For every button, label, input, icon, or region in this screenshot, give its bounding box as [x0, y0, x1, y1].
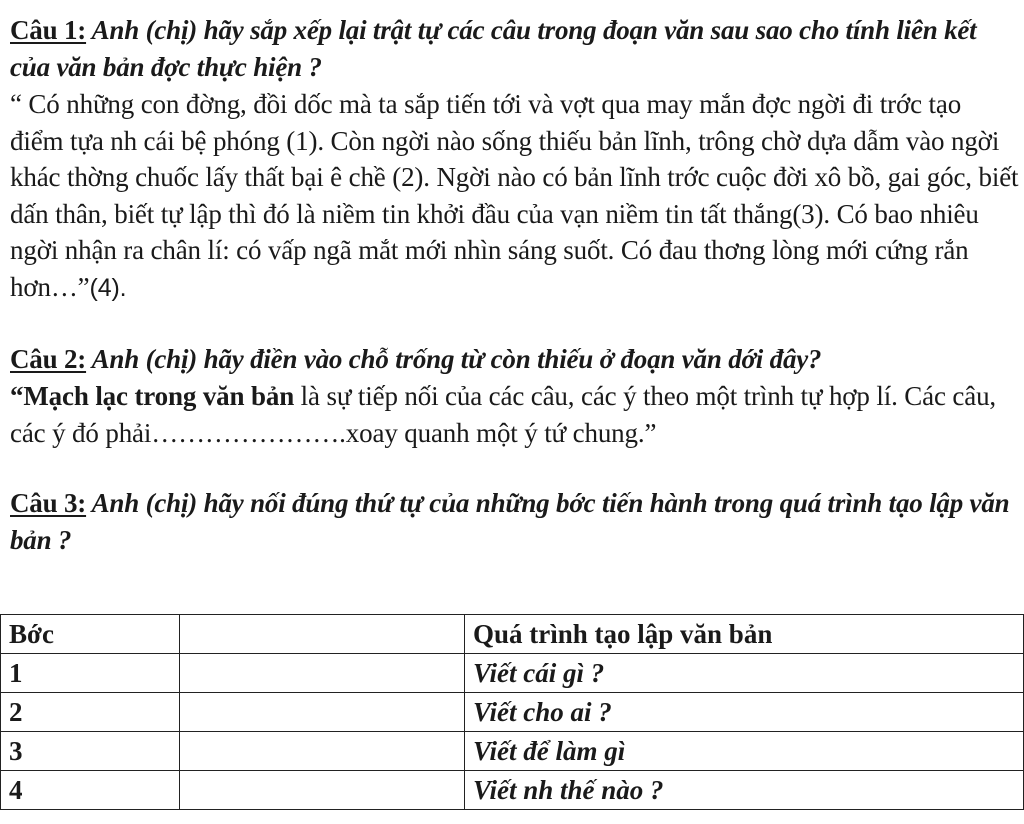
question-2-heading — [10, 341, 1020, 378]
question-2-passage-text: là sự tiếp nối của các câu, các ý theo một trình tự hợp lí. Các câu, các ý đó phải………………….xoay quanh một ý tứ chung.” — [10, 381, 997, 448]
question-2-bold-lead: “Mạch lạc trong văn bản — [10, 381, 295, 411]
question-2-passage — [10, 378, 1020, 451]
step-number: 2 — [1, 693, 180, 732]
question-1-label: Câu 1: — [10, 15, 87, 45]
table-row — [1, 654, 1024, 693]
question-1-passage — [10, 86, 1020, 306]
step-number: 4 — [1, 771, 180, 810]
question-1-passage-text: “ Có những con đờng, đồi dốc mà ta sắp tiến tới và vợt qua may mắn đợc ngời đi trớc tạo điểm tựa nh cái bệ phóng (1). Còn ngời nào sống thiếu bản lĩnh, trông chờ dựa dẫm vào ngời khác thờng chuốc lấy thất bại ê chề (2). Ngời nào có bản lĩnh trớc cuộc đời xô bồ, gai góc, biết dấn thân, biết tự lập thì đó là niềm tin khởi đầu của vạn niềm tin tất thắng(3). Có bao nhiêu ngời nhận ra chân lí: có vấp ngã mắt mới nhìn sáng suốt. Có đau thơng lòng mới cứng rắn hơn…” — [10, 89, 1019, 302]
section-spacer — [10, 451, 1020, 485]
question-1-passage-tail: (4). — [89, 273, 127, 302]
matching-gap — [180, 771, 465, 810]
process-step: Viết nh thế nào ? — [465, 771, 1024, 810]
matching-gap — [180, 654, 465, 693]
question-1-heading — [10, 12, 1020, 86]
matching-gap — [180, 732, 465, 771]
table-row — [1, 771, 1024, 810]
question-2-label: Câu 2: — [10, 344, 87, 374]
question-3-heading — [10, 485, 1020, 559]
step-number: 3 — [1, 732, 180, 771]
exercise-document — [10, 12, 1020, 559]
process-step: Viết cái gì ? — [465, 654, 1024, 693]
question-3-label: Câu 3: — [10, 488, 87, 518]
process-step: Viết cho ai ? — [465, 693, 1024, 732]
process-step: Viết để làm gì — [465, 732, 1024, 771]
section-spacer — [10, 306, 1020, 341]
matching-table — [0, 614, 1024, 810]
step-number: 1 — [1, 654, 180, 693]
table-header-row — [1, 615, 1024, 654]
question-3-prompt: Anh (chị) hãy nối đúng thứ tự của những bớc tiến hành trong quá trình tạo lập văn bản ? — [10, 488, 1010, 555]
question-1-prompt: Anh (chị) hãy sắp xếp lại trật tự các câu trong đoạn văn sau sao cho tính liên kết của văn bản đợc thực hiện ? — [10, 15, 977, 82]
matching-gap — [180, 693, 465, 732]
matching-gap-header — [180, 615, 465, 654]
header-process: Quá trình tạo lập văn bản — [465, 615, 1024, 654]
table-row — [1, 693, 1024, 732]
table-row — [1, 732, 1024, 771]
question-2-prompt: Anh (chị) hãy điền vào chỗ trống từ còn thiếu ở đoạn văn dới đây? — [86, 344, 822, 374]
header-step: Bớc — [1, 615, 180, 654]
